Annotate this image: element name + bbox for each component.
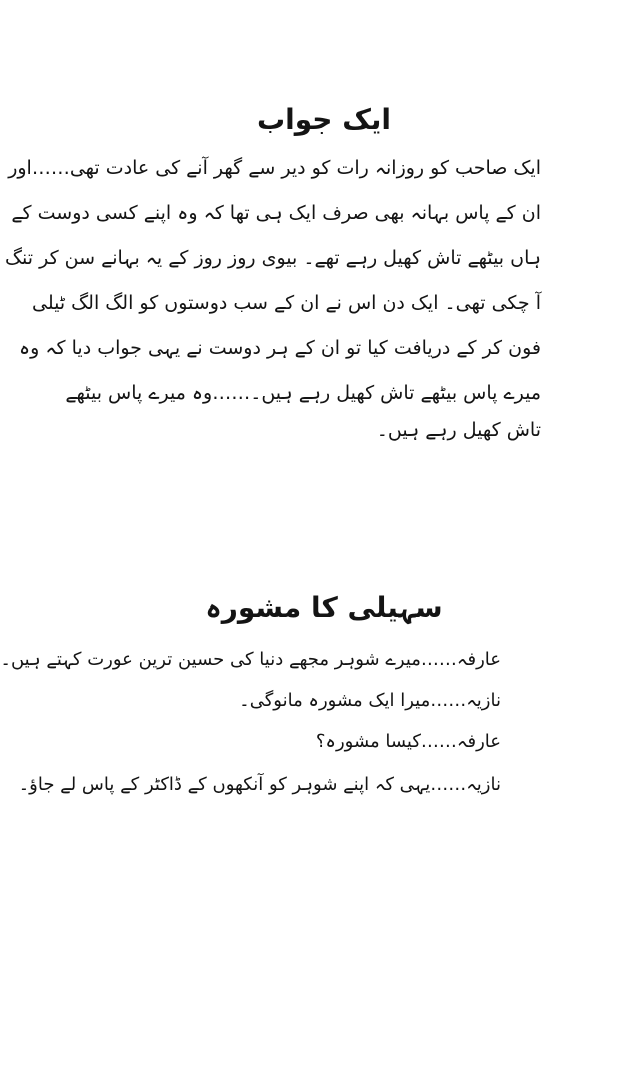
dialogue-ellipsis: …… — [430, 774, 467, 795]
dialogue-speech: میرا ایک مشورہ مانوگی۔ — [239, 690, 431, 711]
story-line: تاش کھیل رہے ہیں۔ — [376, 419, 541, 441]
dialogue-speech: میرے شوہر مجھے دنیا کی حسین ترین عورت کہتے ہیں۔ — [0, 649, 421, 670]
story-line: ایک صاحب کو روزانہ رات کو دیر سے گھر آنے کی عادت تھی……اور — [8, 157, 541, 179]
dialogue-ellipsis: …… — [420, 649, 457, 670]
story-line: میرے پاس بیٹھے تاش کھیل رہے ہیں۔……وہ میرے پاس بیٹھے — [65, 382, 541, 404]
story-line: ہاں بیٹھے تاش کھیل رہے تھے۔ بیوی روز روز کے یہ بہانے سن کر تنگ — [5, 247, 541, 269]
dialogue-line — [101, 725, 501, 759]
story-line: ان کے پاس بہانہ بھی صرف ایک ہی تھا کہ وہ اپنے کسی دوست کے — [11, 202, 541, 224]
dialogue-speaker: نازیہ — [466, 774, 501, 795]
dialogue-speech: یہی کہ اپنے شوہر کو آنکھوں کے ڈاکٹر کے پاس لے جاؤ۔ — [18, 774, 431, 795]
story-line: فون کر کے دریافت کیا تو ان کے ہر دوست نے یہی جواب دیا کہ وہ — [19, 337, 541, 359]
dialogue-line — [0, 643, 501, 677]
dialogue-line — [18, 768, 501, 802]
advice-title: سہیلی کا مشورہ — [205, 591, 443, 624]
story-title: ایک جواب — [257, 103, 391, 136]
dialogue-speaker: نازیہ — [466, 690, 501, 711]
dialogue-line — [101, 684, 501, 718]
dialogue-speaker: عارفہ — [456, 731, 501, 752]
dialogue-ellipsis: …… — [420, 731, 457, 752]
dialogue-speaker: عارفہ — [456, 649, 501, 670]
story-line: آ چکی تھی۔ ایک دن اس نے ان کے سب دوستوں کو الگ الگ ٹیلی — [31, 292, 541, 314]
dialogue-speech: کیسا مشورہ؟ — [315, 731, 421, 752]
dialogue-ellipsis: …… — [430, 690, 467, 711]
